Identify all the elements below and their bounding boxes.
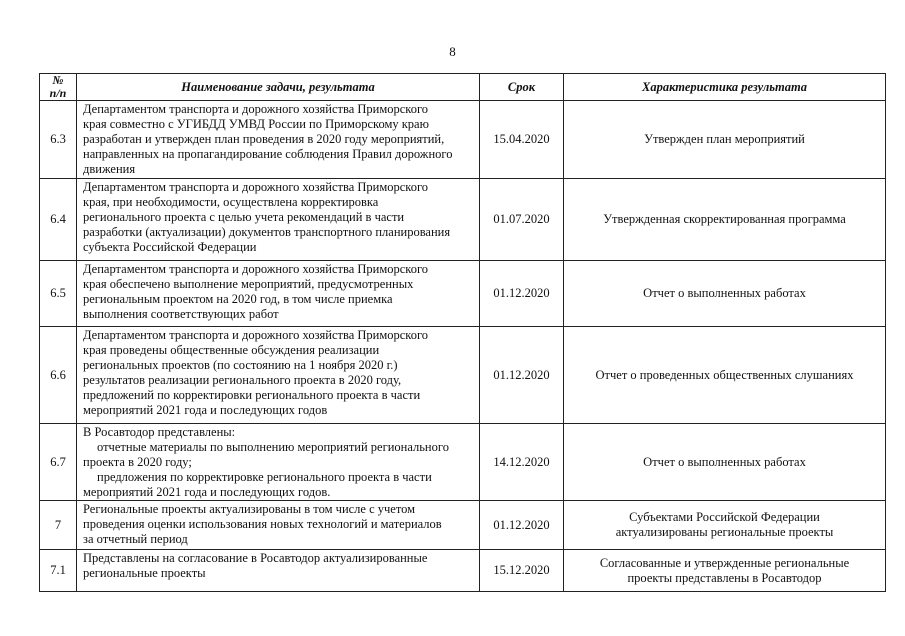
task-line: направленных на пропагандирование соблюдения Правил дорожного [83,147,453,161]
task-line: Департаментом транспорта и дорожного хозяйства Приморского [83,262,429,276]
deadline-cell: 01.12.2020 [480,327,564,424]
task-cell [77,179,480,261]
deadline-cell: 01.07.2020 [480,179,564,261]
result-line: Согласованные и утвержденные региональные [599,555,850,570]
table-row [40,261,886,327]
task-line: предложения по корректировке регионального проекта в части [97,470,432,484]
result-cell [564,424,886,501]
task-cell [77,550,480,592]
result-line: Утвержден план мероприятий [644,132,805,146]
header-deadline: Срок [480,74,564,101]
table-row [40,101,886,179]
task-line: отчетные материалы по выполнению мероприятий регионального [97,440,449,454]
task-line: В Росавтодор представлены: [83,425,236,439]
row-number: 6.7 [40,424,77,501]
task-line: движения [83,162,136,176]
task-cell [77,501,480,550]
row-number: 6.6 [40,327,77,424]
table-row [40,424,886,501]
task-line: края обеспечено выполнение мероприятий, предусмотренных [83,277,414,291]
task-line: субъекта Российской Федерации [83,240,257,254]
deadline-cell: 15.12.2020 [480,550,564,592]
task-cell [77,424,480,501]
task-line: края совместно с УГИБДД УМВД России по Приморскому краю [83,117,429,131]
deadline-cell: 14.12.2020 [480,424,564,501]
row-number: 7.1 [40,550,77,592]
result-line: Отчет о выполненных работах [643,286,806,300]
result-cell [564,501,886,550]
header-number-abbr: п/п [49,86,67,100]
deadline-cell: 01.12.2020 [480,261,564,327]
page-number: 8 [449,44,456,59]
table-row [40,327,886,424]
task-line: региональные проекты [83,566,206,580]
row-number: 6.3 [40,101,77,179]
task-line: за отчетный период [83,532,188,546]
result-line: Утвержденная скорректированная программа [603,212,846,226]
result-line: актуализированы региональные проекты [615,525,834,539]
plan-table [39,73,886,592]
task-line: выполнения соответствующих работ [83,307,279,321]
header-number-sign: № [52,73,64,87]
result-line: проекты представлены в Росавтодор [627,570,822,585]
task-line: края, при необходимости, осуществлена корректировка [83,195,379,209]
task-line: разработки (актуализации) документов транспортного планирования [83,225,451,239]
result-cell [564,261,886,327]
table-row [40,179,886,261]
task-line: регионального проекта с целью учета рекомендаций в части [83,210,405,224]
task-line: разработан и утвержден план проведения в 2020 году мероприятий, [83,132,445,146]
task-cell [77,327,480,424]
task-line: проведения оценки использования новых технологий и материалов [83,517,442,531]
result-cell [564,101,886,179]
task-line: Департаментом транспорта и дорожного хозяйства Приморского [83,102,429,116]
task-line: Департаментом транспорта и дорожного хозяйства Приморского [83,180,429,194]
task-line: региональным проектом на 2020 год, в том числе приемка [83,292,393,306]
task-line: Департаментом транспорта и дорожного хозяйства Приморского [83,328,429,342]
task-cell [77,261,480,327]
result-line: Отчет о проведенных общественных слушаниях [595,367,854,382]
task-line: Представлены на согласование в Росавтодор актуализированные [83,551,428,565]
task-line: края проведены общественные обсуждения реализации [83,343,380,357]
header-result: Характеристика результата [564,74,886,101]
task-line: Региональные проекты актуализированы в том числе с учетом [83,502,416,516]
task-line: проекта в 2020 году; [83,455,192,469]
result-cell [564,179,886,261]
header-task: Наименование задачи, результата [77,74,480,101]
row-number: 6.5 [40,261,77,327]
header-number [40,74,77,101]
result-cell [564,327,886,424]
task-line: мероприятий 2021 года и последующих годов [83,403,328,417]
result-line: Субъектами Российской Федерации [629,510,820,524]
result-line: Отчет о выполненных работах [643,454,806,469]
deadline-cell: 15.04.2020 [480,101,564,179]
table-header-row [40,74,886,101]
task-line: результатов реализации регионального проекта в 2020 году, [83,373,402,387]
result-cell [564,550,886,592]
task-line: региональных проектов (по состоянию на 1 ноября 2020 г.) [83,358,398,372]
row-number: 6.4 [40,179,77,261]
table-row [40,501,886,550]
row-number: 7 [40,501,77,550]
task-line: предложений по корректировки регионального проекта в части [83,388,421,402]
deadline-cell: 01.12.2020 [480,501,564,550]
task-line: мероприятий 2021 года и последующих годов. [83,485,331,499]
table-row [40,550,886,592]
task-cell [77,101,480,179]
